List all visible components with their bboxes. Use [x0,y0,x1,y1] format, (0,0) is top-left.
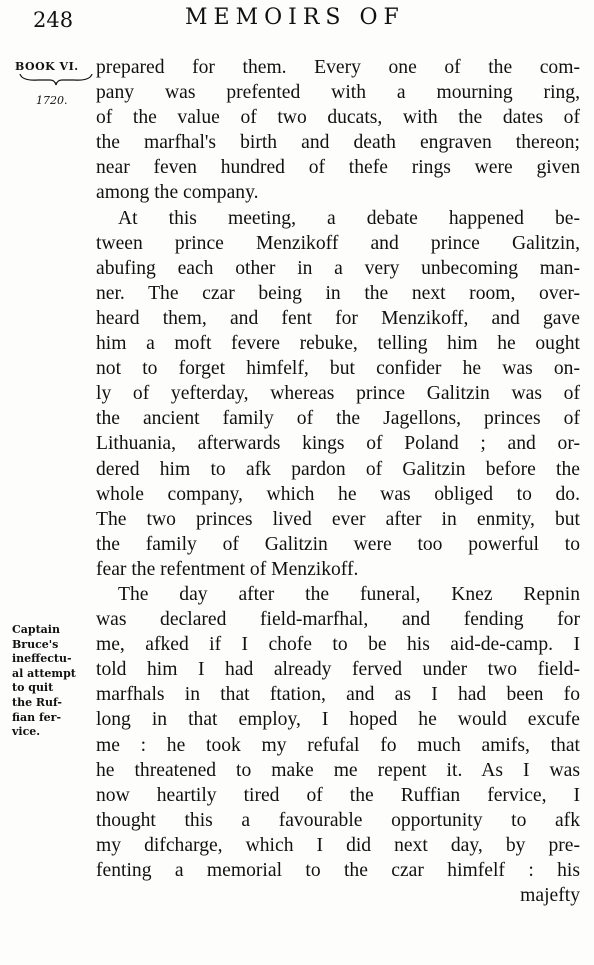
text-line: my difcharge, which I did next day, by pre- [96,834,580,856]
text-line: At this meeting, a debate happened be- [118,207,580,229]
body-text [96,55,580,908]
margin-book-label: BOOK VI. [15,60,79,73]
text-line: told him I had already ferved under two field- [96,659,580,681]
text-line: heard them, and fent for Menzikoff, and gave [96,307,580,329]
text-line: whole company, which he was obliged to do. [96,483,580,505]
text-line: The day after the funeral, Knez Repnin [118,583,580,605]
text-line: me, afked if I chofe to be his aid-de-camp. I [96,634,580,656]
text-line: not to forget himfelf, but confider he was on- [96,358,580,380]
page-number: 248 [33,8,74,32]
running-head: MEMOIRS OF [185,5,405,30]
text-line: marfhals in that ftation, and as I had been fo [96,684,580,706]
text-line: tween prince Menzikoff and prince Galitzin, [96,232,580,254]
text-line: pany was prefented with a mourning ring, [96,82,580,104]
margin-note-line: ineffectu- [12,652,72,666]
text-line: he threatened to make me repent it. As I was [96,759,580,781]
margin-note-line: Captain [12,623,60,636]
text-line: among the company. [96,182,259,204]
text-line: ner. The czar being in the next room, over- [96,282,580,304]
text-line: Lithuania, afterwards kings of Poland ; and or- [96,433,580,455]
text-line: dered him to afk pardon of Galitzin before the [96,458,580,480]
margin-note-line: al attempt [12,666,76,680]
catchword: majefty [520,885,580,907]
text-line: fenting a memorial to the czar himfelf : his [96,860,580,881]
text-line: abufing each other in a very unbecoming man- [96,257,580,279]
text-line: the family of Galitzin were too powerful to [96,533,580,555]
brace-icon [18,72,94,86]
text-line: the ancient family of the Jagellons, princes of [96,408,580,430]
text-line: him a moft fevere rebuke, telling him he ought [96,333,580,355]
text-line: long in that employ, I hoped he would excufe [96,709,580,731]
text-line: now heartily tired of the Ruffian fervice, I [96,784,580,806]
text-line: fear the refentment of Menzikoff. [96,558,359,580]
margin-note-line: Bruce's [12,637,59,651]
text-line: The two princes lived ever after in enmity, but [96,508,580,530]
margin-note-line: the Ruf- [12,695,62,709]
text-line: was declared field-marfhal, and fending for [96,609,580,631]
margin-note-line: to quit [12,681,54,695]
margin-note [12,623,92,740]
text-line: near feven hundred of thefe rings were given [96,157,580,179]
margin-note-line: fian fer- [12,710,62,724]
text-line: me : he took my refufal fo much amifs, that [96,734,580,756]
margin-note-line: vice. [12,725,41,739]
text-line: of the value of two ducats, with the dates of [96,107,580,129]
text-line: the marfhal's birth and death engraven thereon; [96,132,580,154]
text-line: ly of yefterday, whereas prince Galitzin was of [96,383,580,405]
text-line: thought this a favourable opportunity to afk [96,809,580,831]
margin-year: 1720. [36,94,68,107]
text-line: prepared for them. Every one of the com- [96,57,580,78]
